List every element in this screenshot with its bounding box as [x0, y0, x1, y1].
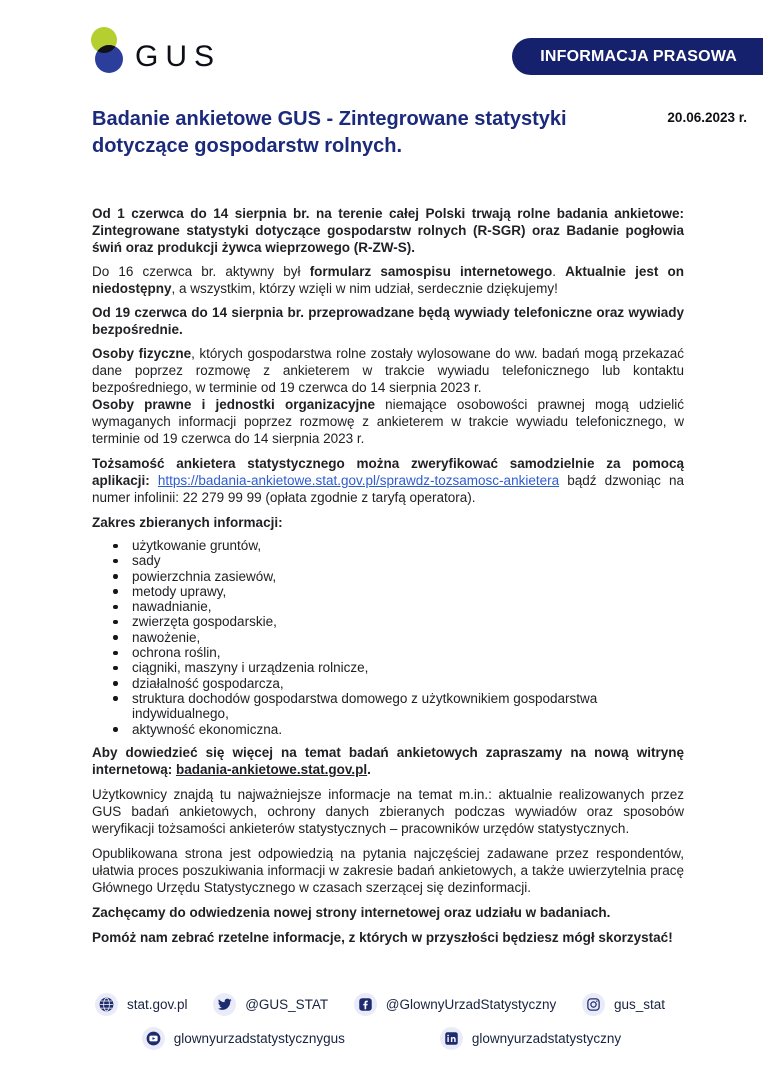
list-item: zwierzęta gospodarskie, [92, 614, 684, 629]
footer-social-row-1 [95, 993, 665, 1016]
facebook-icon [354, 993, 377, 1016]
gus-logo [90, 26, 221, 78]
footer-social-row-2 [0, 1027, 763, 1050]
paragraph [92, 345, 684, 447]
text-run: , a wszystkim, którzy wzięli w nim udział, serdecznie dziękujemy! [171, 281, 558, 296]
social-link-twitter[interactable] [213, 993, 328, 1016]
text-run: formularz samospisu internetowego [309, 264, 553, 279]
list-item: powierzchnia zasiewów, [92, 569, 684, 584]
text-run: bądź dzwoniąc na numer infolinii: 22 279 99 99 (opłata zgodnie z taryfą operatora). [92, 473, 684, 505]
text-run: , których gospodarstwa rolne zostały wylosowane do ww. badań mogą przekazać dane poprzez rozmowę z ankieterem w trakcie wywiadu telefonicznego lub kontaktu bezpośredniego, w terminie od 19 czerwca do 14 sierpnia 2023 r. [92, 346, 684, 395]
social-link-globe[interactable] [95, 993, 188, 1016]
social-label: @GlownyUrzadStatystyczny [385, 997, 557, 1012]
list-item: ochrona roślin, [92, 645, 684, 660]
release-date: 20.06.2023 r. [667, 110, 747, 125]
list-item: nawożenie, [92, 630, 684, 645]
list-item: nawadnianie, [92, 599, 684, 614]
social-label: glownyurzadstatystyczny [471, 1031, 622, 1046]
globe-icon [95, 993, 118, 1016]
paragraph [92, 744, 684, 778]
paragraph [92, 514, 684, 531]
text-run: Opublikowana strona jest odpowiedzią na pytania najczęściej zadawane przez respondentów, ułatwia proces poszukiwania informacji w zakresie badań ankietowych, a także uwierzytelnia pracę Głównego Urzędu Statystycznego w czasach szerzącej się dezinformacji. [92, 845, 684, 895]
social-link-instagram[interactable] [582, 993, 665, 1016]
twitter-icon [213, 993, 236, 1016]
paragraph [92, 263, 684, 297]
text-run: . [552, 264, 566, 279]
paragraph [92, 929, 684, 946]
social-link-youtube[interactable] [142, 1027, 345, 1050]
text-run: Osoby prawne i jednostki organizacyjne [92, 397, 375, 412]
paragraph [92, 455, 684, 506]
instagram-icon [582, 993, 605, 1016]
list-item: użytkowanie gruntów, [92, 538, 684, 553]
text-run: Tożsamość ankietera statystycznego można zweryfikować samodzielnie za pomocą aplikacji: [92, 456, 684, 488]
social-label: @GUS_STAT [245, 997, 329, 1012]
paragraph [92, 845, 684, 896]
text-run: Zachęcamy do odwiedzenia nowej strony internetowej oraz udziału w badaniach. [92, 904, 611, 920]
text-run: Do 16 czerwca br. aktywny był [92, 264, 310, 279]
list-item: aktywność ekonomiczna. [92, 722, 684, 737]
content [92, 205, 684, 953]
linkedin-icon [440, 1027, 463, 1050]
paragraph [92, 904, 684, 921]
text-run: niemające osobowości prawnej mogą udzielić wymaganych informacji poprzez rozmowę z ankieterem w trakcie wywiadu telefonicznego, w terminie od 19 czerwca do 14 sierpnia 2023 r. [92, 397, 684, 446]
text-run: . [367, 761, 371, 777]
text-run: Aby dowiedzieć się więcej na temat badań ankietowych zapraszamy na nową witrynę internetową: [92, 744, 684, 777]
list-item: sady [92, 553, 684, 568]
social-link-linkedin[interactable] [440, 1027, 621, 1050]
text-run: Od 19 czerwca do 14 sierpnia br. przeprowadzane będą wywiady telefoniczne oraz wywiady bezpośrednie. [92, 305, 684, 337]
collected-info-list [92, 538, 684, 737]
text-run: Zakres zbieranych informacji: [92, 515, 283, 530]
paragraph [92, 786, 684, 837]
paragraph [92, 205, 684, 256]
text-run: Aktualnie jest on niedostępny [92, 264, 684, 296]
text-run: Użytkownicy znajdą tu najważniejsze informacje na temat m.in.: aktualnie realizowanych przez GUS badań ankietowych, ochrony danych zbieranych podczas wywiadów oraz sposobów weryfikacji tożsamości ankieterów statystycznych – pracowników urzędów statystycznych. [92, 786, 684, 836]
social-link-facebook[interactable] [354, 993, 557, 1016]
paragraph [92, 304, 684, 338]
press-info-badge: INFORMACJA PRASOWA [512, 38, 763, 75]
list-item: metody uprawy, [92, 584, 684, 599]
text-run: Od 1 czerwca do 14 sierpnia br. na terenie całej Polski trwają rolne badania ankietowe: Zintegrowane statystyki dotyczące gospodarstw rolnych (R-SGR) oraz Badanie pogłowia świń oraz produkcji żywca wieprzowego (R-ZW-S). [92, 206, 684, 255]
text-run: Osoby fizyczne [92, 346, 192, 361]
text-run: Pomóż nam zebrać rzetelne informacje, z których w przyszłości będziesz mógł skorzystać! [92, 929, 673, 945]
page-title: Badanie ankietowe GUS - Zintegrowane statystyki dotyczące gospodarstw rolnych. [92, 108, 567, 157]
youtube-icon [142, 1027, 165, 1050]
list-item: ciągniki, maszyny i urządzenia rolnicze, [92, 660, 684, 675]
social-label: stat.gov.pl [127, 997, 188, 1012]
ankieter-verification-link[interactable]: https://badania-ankietowe.stat.gov.pl/sprawdz-tozsamosc-ankietera [157, 473, 560, 488]
social-label: glownyurzadstatystycznygus [173, 1031, 345, 1046]
text-run [150, 473, 158, 488]
list-item: działalność gospodarcza, [92, 676, 684, 691]
social-label: gus_stat [613, 997, 665, 1012]
list-item: struktura dochodów gospodarstwa domowego z użytkownikiem gospodarstwa indywidualnego, [92, 691, 684, 722]
badania-ankietowe-link[interactable]: badania-ankietowe.stat.gov.pl [176, 761, 368, 777]
gus-logo-text: GUS [135, 40, 222, 73]
gus-logo-mark-icon [90, 26, 126, 78]
